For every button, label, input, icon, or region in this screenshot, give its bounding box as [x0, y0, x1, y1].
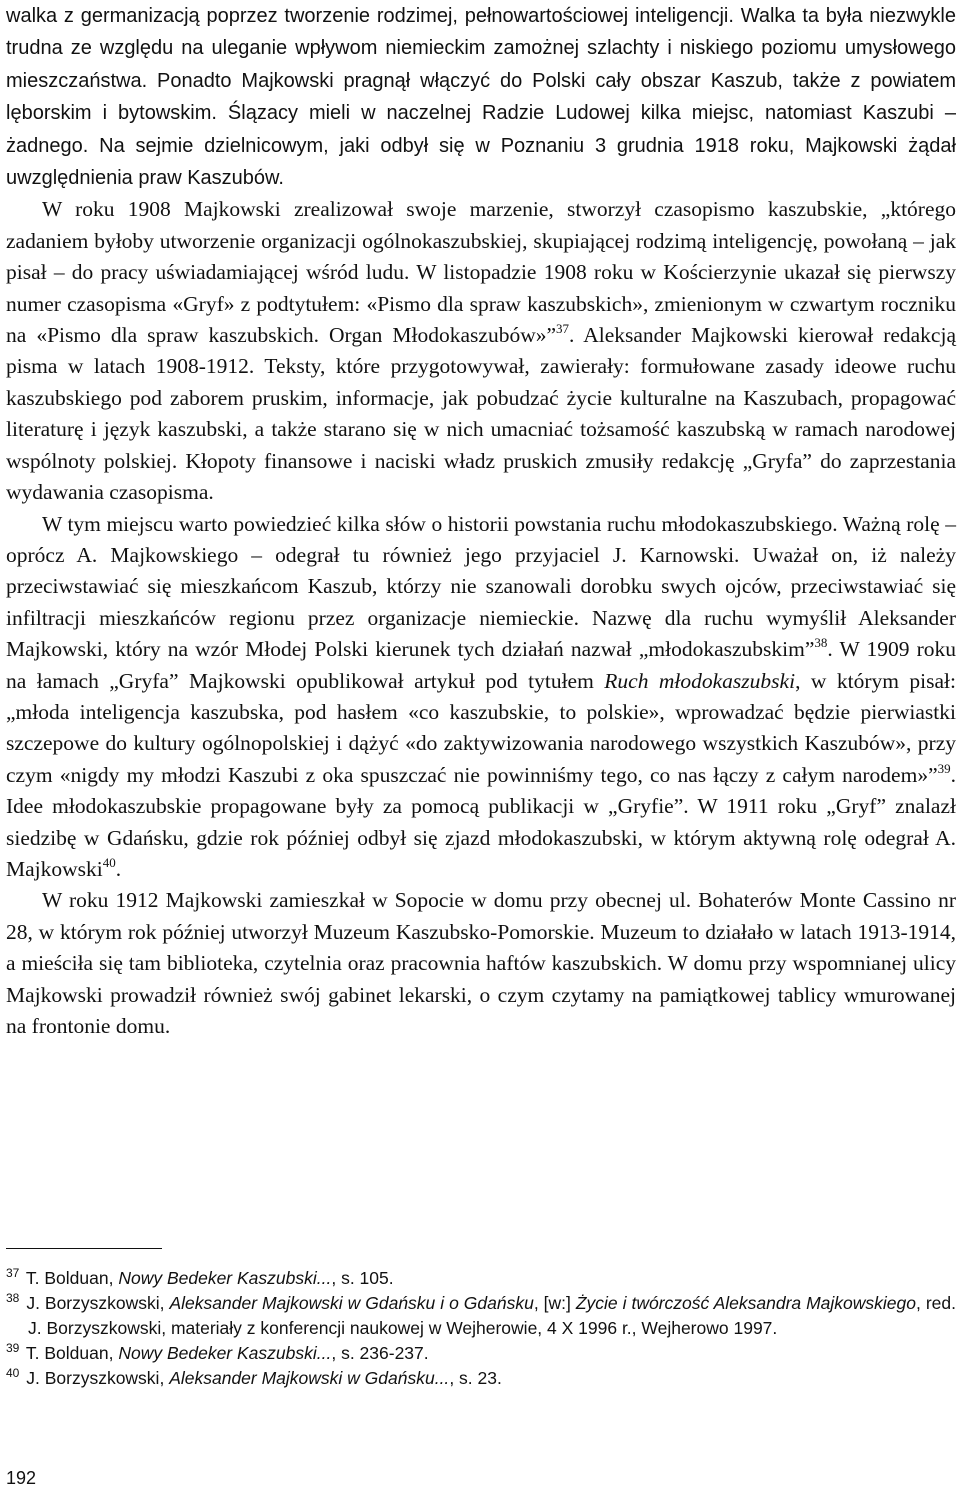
footnotes [6, 1266, 956, 1391]
footnote-40 [6, 1366, 956, 1391]
text-run: . W 1909 roku na łamach „Gryfa” Majkowski opublikował artykuł pod tytułem [6, 637, 956, 693]
footnote-38 [6, 1291, 956, 1341]
text-run: T. Bolduan, [25, 1268, 119, 1288]
text-run: W roku 1908 Majkowski zrealizował swoje marzenie, stworzył czasopismo kaszubskie, „którego zadaniem byłoby utworzenie organizacji ogólnokaszubskiej, skupiającej rodzimą inteligencję, powołaną – jak pisał – do pracy uświadamiającej wśród ludu. W listopadzie 1908 roku w Kościerzynie ukazał się pierwszy numer czasopisma «Gryf» z podtytułem: «Pismo dla spraw kaszubskich», zmienionym w czwartym roczniku na «Pismo dla spraw kaszubskich. Organ Młodokaszubów»” [6, 197, 956, 348]
text-run: W roku 1912 Majkowski zamieszkał w Sopocie w domu przy obecnej ul. Bohaterów Monte Cassino nr 28, w którym rok później utworzył Muzeum Kaszubsko-Pomorskie. Muzeum to działało w latach 1913-1914, a mieściła się tam biblioteka, czytelnia oraz pracownia haftów kaszubskich. W domu przy wspomnianej ulicy Majkowski prowadził również swój gabinet lekarski, o czym czytamy na pamiątkowej tablicy wmurowanej na frontonie domu. [6, 888, 956, 1038]
footnote-reference: 39 [937, 760, 951, 776]
paragraph-2 [6, 194, 956, 508]
paragraph-3 [6, 509, 956, 886]
main-text [6, 0, 956, 1042]
text-run: , w którym pisał: „młoda inteligencja kaszubska, pod hasłem «co kaszubskie, to polskie», wprowadzać będzie pierwiastki szczepowe do kultury ogólnopolskiej i dążyć «do zaktywizowania narodowego wszystkich Kaszubów», przy czym «nigdy my młodzi Kaszubi z oka spuszczać nie powinniśmy tego, co nas łączy z całym narodem»” [6, 668, 956, 787]
footnote-number: 40 [6, 1366, 20, 1380]
footnote-reference: 38 [814, 635, 828, 651]
footnote-reference: 37 [556, 321, 570, 337]
footnote-number: 39 [6, 1341, 20, 1355]
text-run: J. Borzyszkowski, [26, 1368, 170, 1388]
italic-title: Życie i twórczość Aleksandra Majkowskiego [575, 1293, 916, 1313]
footnote-separator [6, 1248, 162, 1249]
italic-title: Ruch młodokaszubski [604, 668, 796, 693]
text-run: . Idee młodokaszubskie propagowane były za pomocą publikacji w „Gryfie”. W 1911 roku „Gryf” znalazł siedzibę w Gdańsku, gdzie rok później odbył się zjazd młodokaszubski, w którym aktywną rolę odegrał A. Majkowski [6, 762, 956, 881]
text-run: , s. 23. [449, 1368, 502, 1388]
footnote-37 [6, 1266, 956, 1291]
footnote-reference: 40 [102, 854, 116, 870]
text-run: . [115, 856, 122, 881]
text-run: , s. 105. [331, 1268, 394, 1288]
document-page [6, 0, 956, 1488]
footnote-number: 38 [6, 1291, 20, 1305]
page-number: 192 [6, 1468, 37, 1488]
text-run: . Aleksander Majkowski kierował redakcją pisma w latach 1908-1912. Teksty, które przygotowywał, zawierały: formułowane zasady ideowe ruchu kaszubskiego pod zaborem pruskim, informacje, jak pobudzać życie kulturalne na Kaszubach, propagować literaturę i język kaszubski, a także starano się w nich umacniać tożsamość kaszubską w ramach narodowej wspólnoty polskiej. Kłopoty finansowe i naciski władz pruskich zmusiły redakcję „Gryfa” do zaprzestania wydawania czasopisma. [6, 323, 956, 505]
text-run: J. Borzyszkowski, [26, 1293, 170, 1313]
paragraph-1 [6, 0, 956, 194]
text-run: , [w:] [533, 1293, 576, 1313]
footnote-number: 37 [6, 1266, 20, 1280]
text-run: , s. 236-237. [331, 1343, 429, 1363]
text-run: walka z germanizacją poprzez tworzenie rodzimej, pełnowartościowej inteligencji. Walka ta była niezwykle trudna ze względu na uleganie wpływom niemieckim zamożnej szlachty i niskiego poziomu umysłowego mieszczaństwa. Ponadto Majkowski pragnął włączyć do Polski cały obszar Kaszub, także z powiatem lęborskim i bytowskim. Ślązacy mieli w naczelnej Radzie Ludowej kilka miejsc, natomiast Kaszubi – żadnego. Na sejmie dzielnicowym, jaki odbył się w Poznaniu 3 grudnia 1918 roku, Majkowski żądał uwzględnienia praw Kaszubów. [6, 5, 956, 190]
italic-title: Nowy Bedeker Kaszubski... [118, 1343, 332, 1363]
text-run: T. Bolduan, [25, 1343, 119, 1363]
text-run: , red. J. Borzyszkowski, materiały z konferencji naukowej w Wejherowie, 4 X 1996 r., Wejherowo 1997. [28, 1293, 956, 1338]
italic-title: Aleksander Majkowski w Gdańsku i o Gdańsku [169, 1293, 534, 1313]
paragraph-4 [6, 885, 956, 1042]
italic-title: Nowy Bedeker Kaszubski... [118, 1268, 332, 1288]
italic-title: Aleksander Majkowski w Gdańsku... [169, 1368, 450, 1388]
text-run: W tym miejscu warto powiedzieć kilka słów o historii powstania ruchu młodokaszubskiego. Ważną rolę – oprócz A. Majkowskiego – odegrał tu również jego przyjaciel J. Karnowski. Uważał on, iż należy przeciwstawiać się mieszkańcom Kaszub, którzy nie szanowali dorobku swych ojców, przeciwstawiać się infiltracji mieszkańców regionu przez organizacje niemieckie. Nazwę dla ruchu wymyślił Aleksander Majkowski, który na wzór Młodej Polski kierunek tych działań nazwał „młodokaszubskim” [6, 511, 956, 662]
footnote-39 [6, 1341, 956, 1366]
